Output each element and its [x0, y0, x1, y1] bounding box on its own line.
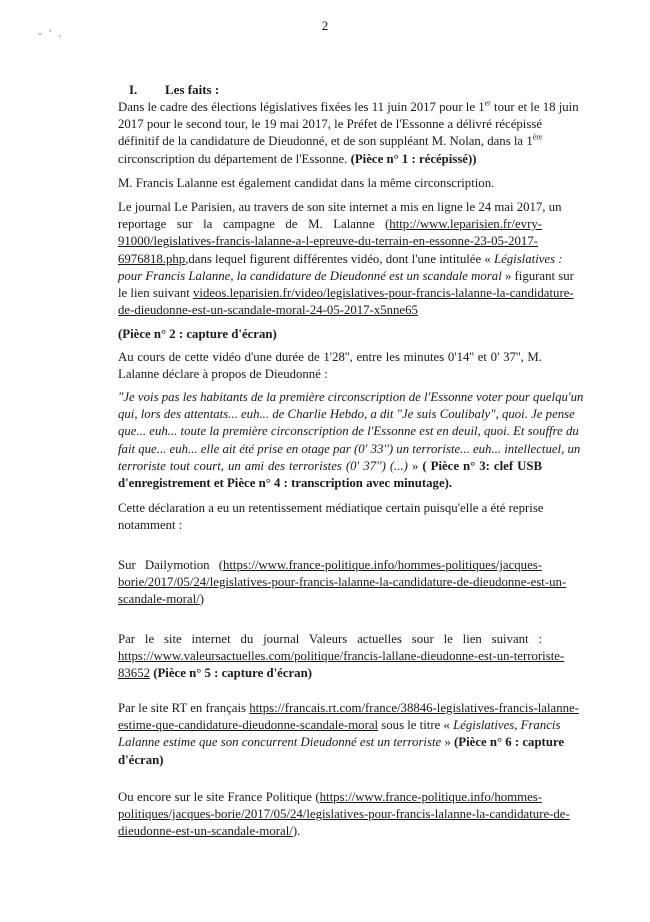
- section-title: Les faits :: [165, 82, 220, 97]
- rt-link-end[interactable]: estime-que-candidature-dieudonne-scandale-moral: [118, 718, 379, 733]
- paragraph-lalanne-candidate: M. Francis Lalanne est également candidat dans la même circonscription.: [118, 176, 495, 190]
- france-politique-link-end[interactable]: dieudonne-est-un-scandale-moral/: [118, 824, 293, 839]
- dailymotion-link-end[interactable]: scandale-moral/: [118, 592, 200, 607]
- france-politique-link-cont[interactable]: politiques/jacques-borie/2017/05/24/legislatives-pour-francis-lalanne-la-candidature-de-: [118, 807, 570, 822]
- paragraph-france-politique: Ou encore sur le site France Politique (https://www.france-politique.info/hommes- politiques/jacques-borie/2017/05/24/legislatives-pour-francis-lalanne-la-candidature-de- dieudonne-est-un-scandale-moral/).: [118, 790, 570, 839]
- valeurs-link[interactable]: https://www.valeursactuelles.com/politique/francis-lallane-dieudonne-est-un-terroriste-: [118, 649, 565, 664]
- paragraph-rt: Par le site RT en français https://francais.rt.com/france/38846-legislatives-francis-lalanne- estime-que-candidature-dieudonne-scandale-moral sous le titre « Législatives, Francis Lalanne estime que son concurrent Dieudonné est un terroriste » (Pièce n° 6 : capture d'écran): [118, 701, 579, 767]
- france-politique-link[interactable]: https://www.france-politique.info/hommes-: [319, 790, 542, 804]
- valeurs-link-end[interactable]: 83652: [118, 666, 150, 681]
- paragraph-le-parisien: Le journal Le Parisien, au travers de son site internet a mis en ligne le 24 mai 2017, un reportage sur la campagne de M. Lalanne (http://www.leparisien.fr/evry- 91000/legislatives-francis-lalanne-a-l-epreuve-du-terrain-en-essonne-23-05-2017- 6976818.php,dans lequel figurent différentes vidéo, dont l'une intitulée « Législatives : pour Francis Lalanne, la candidature de Dieudonné est un scandale moral » figurant sur le lien suivant videos.leparisien.fr/video/legislatives-pour-francis-lalanne-la-candidature- de-dieudonne-est-un-scandale-moral-24-05-2017-x5nne65: [118, 200, 574, 318]
- paragraph-retentissement: Cette déclaration a eu un retentissement médiatique certain puisqu'elle a été reprise notamment :: [118, 501, 544, 533]
- piece-2-label: (Pièce n° 2 : capture d'écran): [118, 327, 277, 341]
- leparisien-link[interactable]: http://www.leparisien.fr/evry-: [389, 217, 542, 232]
- dailymotion-link[interactable]: https://www.france-politique.info/hommes-politiques/jacques-: [222, 558, 542, 572]
- dailymotion-link-cont[interactable]: borie/2017/05/24/legislatives-pour-francis-lalanne-la-candidature-de-dieudonne-est-un-: [118, 575, 567, 590]
- piece-reference: (Pièce n° 1 : récépissé)): [350, 151, 477, 166]
- leparisien-link-cont[interactable]: 91000/legislatives-francis-lalanne-a-l-epreuve-du-terrain-en-essonne-23-05-2017-: [118, 234, 538, 249]
- margin-mark: - ' .: [38, 26, 64, 40]
- paragraph-valeurs-actuelles: Par le site internet du journal Valeurs actuelles sour le lien suivant : https://www.valeursactuelles.com/politique/francis-lallane-dieudonne-est-un-terroriste- 83652 (Pièce n° 5 : capture d'écran): [118, 632, 565, 681]
- quote-block: "Je vois pas les habitants de la première circonscription de l'Essonne voter pour quelqu'un qui, lors des attentats... euh... de Charlie Hebdo, a dit "Je suis Coulibaly", quoi. Je pense que... euh... toute la première circonscription de l'Essonne est en deuil, quoi. Et souffre du fait que... euh... elle ait été prise en otage par (0' 33'') un terroriste... euh... intellectuel, un terroriste tout court, un ami des terroristes (0' 37'') (...) » ( Pièce n° 3: clef USB d'enregistrement et Pièce n° 4 : transcription avec minutage).: [118, 390, 584, 491]
- video-link[interactable]: videos.leparisien.fr/video/legislatives-pour-francis-lalanne-la-candidature-: [193, 286, 574, 301]
- leparisien-link-end[interactable]: 6976818.php: [118, 251, 186, 266]
- paragraph-candidature: Dans le cadre des élections législatives fixées les 11 juin 2017 pour le 1er tour et le 18 juin 2017 pour le second tour, le 19 mai 2017, le Préfet de l'Essonne a délivré récépissé définitif de la candidature de Dieudonné, et de son suppléant M. Nolan, dans la 1ère circonscription du département de l'Essonne. (Pièce n° 1 : récépissé)): [118, 98, 579, 166]
- paragraph-dailymotion: Sur Dailymotion (https://www.france-politique.info/hommes-politiques/jacques- borie/2017/05/24/legislatives-pour-francis-lalanne-la-candidature-de-dieudonne-est-un- scandale-moral/): [118, 558, 567, 607]
- section-heading: [129, 82, 219, 98]
- rt-link[interactable]: https://francais.rt.com/france/38846-legislatives-francis-lalanne-: [249, 701, 579, 715]
- paragraph-video: Au cours de cette vidéo d'une durée de 1'28'', entre les minutes 0'14'' et 0' 37'', M. Lalanne déclare à propos de Dieudonné :: [118, 350, 542, 382]
- page-number: 2: [321, 18, 329, 33]
- video-link-cont[interactable]: de-dieudonne-est-un-scandale-moral-24-05-2017-x5nne65: [118, 303, 418, 318]
- section-number: I.: [129, 82, 138, 97]
